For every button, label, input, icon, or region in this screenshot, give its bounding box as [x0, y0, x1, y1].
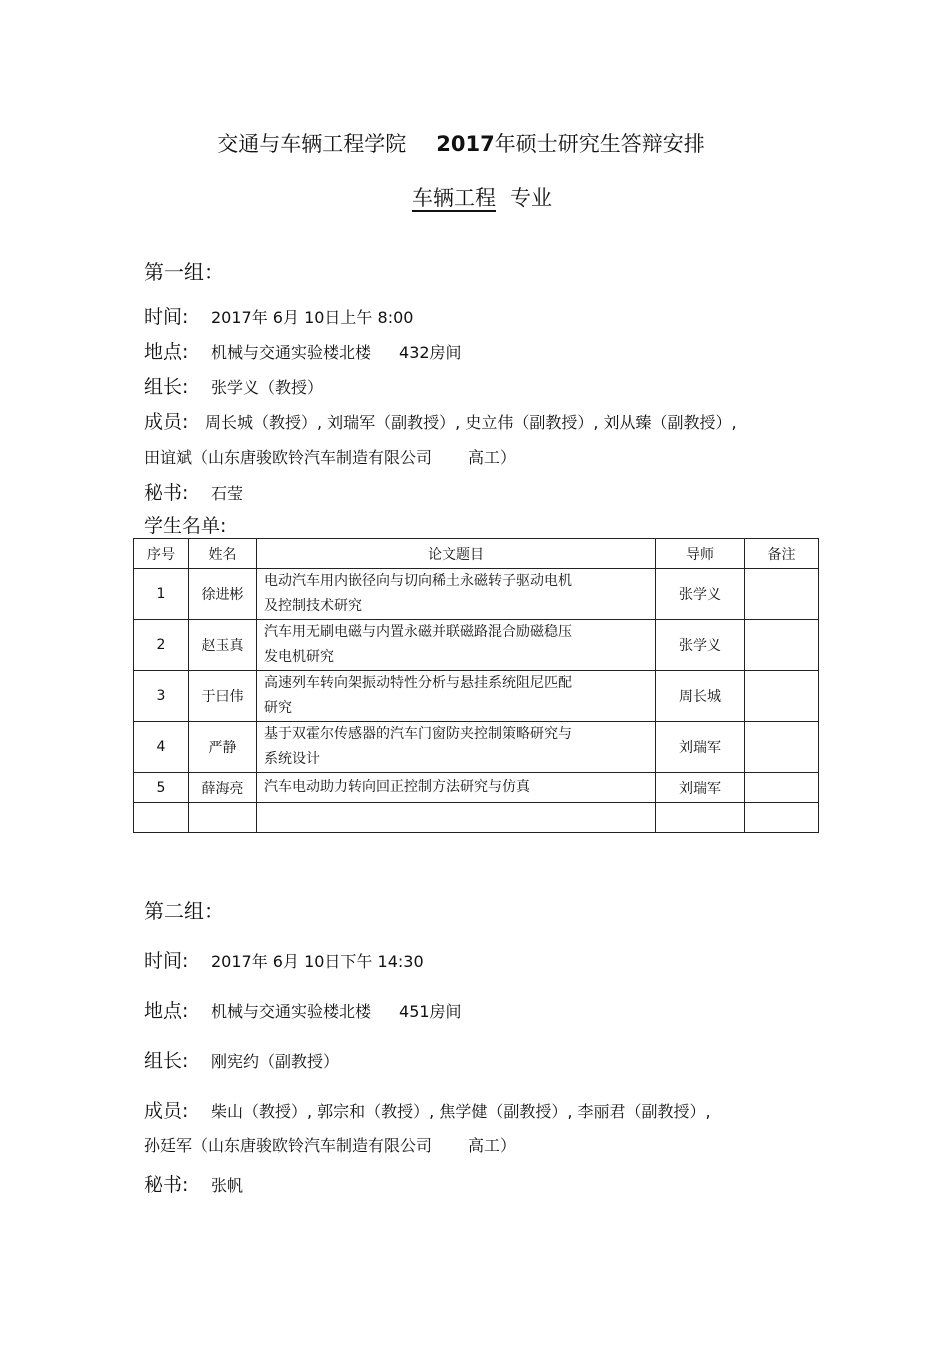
members-line1: 周长城（教授）, 刘瑞军（副教授）, 史立伟（副教授）, 刘从臻（副教授）,: [205, 413, 737, 432]
place-label: 地点:: [144, 341, 189, 363]
cell-note: [745, 620, 819, 671]
cell-note: [745, 773, 819, 803]
title-rest: 年硕士研究生答辩安排: [494, 132, 705, 156]
group2-secretary: [144, 1170, 243, 1197]
table-row: [134, 620, 819, 671]
topic-line1: 电动汽车用内嵌径向与切向稀土永磁转子驱动电机: [264, 573, 572, 589]
cell-topic: 汽车电动助力转向回正控制方法研究与仿真: [257, 773, 656, 803]
time-label: 时间:: [144, 950, 189, 972]
room-value: 432房间: [399, 343, 462, 362]
topic-line2: 系统设计: [264, 751, 320, 767]
members-line1: 柴山（教授）, 郭宗和（教授）, 焦学健（副教授）, 李丽君（副教授）,: [211, 1102, 711, 1121]
group2-members-cont: [144, 1133, 516, 1156]
topic-line2: 研究: [264, 700, 292, 716]
place-value: 机械与交通实验楼北楼: [211, 343, 372, 362]
cell-note: [745, 569, 819, 620]
page-title: [0, 128, 922, 158]
page-subtitle: [0, 182, 950, 212]
table-row: [134, 773, 819, 803]
topic-line1: 高速列车转向架振动特性分析与悬挂系统阻尼匹配: [264, 675, 572, 691]
leader-value: 刚宪约（副教授）: [211, 1052, 340, 1071]
table-row: [134, 671, 819, 722]
topic-line1: 基于双霍尔传感器的汽车门窗防夹控制策略研究与: [264, 726, 572, 742]
group1-members: [144, 407, 737, 434]
cell-name: 赵玉真: [189, 620, 257, 671]
cell-name: 徐进彬: [189, 569, 257, 620]
cell-advisor: 张学义: [656, 569, 745, 620]
header-advisor: 导师: [656, 539, 745, 569]
room-value: 451房间: [399, 1002, 462, 1021]
cell-note: [745, 722, 819, 773]
place-label: 地点:: [144, 1000, 189, 1022]
header-no: 序号: [134, 539, 189, 569]
group1-members-cont: [144, 445, 516, 468]
group2-place: [144, 996, 462, 1023]
group2-members: [144, 1096, 711, 1123]
cell-name: 严静: [189, 722, 257, 773]
time-label: 时间:: [144, 306, 189, 328]
header-note: 备注: [745, 539, 819, 569]
secretary-label: 秘书:: [144, 482, 189, 504]
members-label: 成员:: [144, 411, 189, 433]
leader-label: 组长:: [144, 376, 189, 398]
table-row: [134, 569, 819, 620]
secretary-value: 张帆: [211, 1176, 244, 1195]
cell-no: 3: [134, 671, 189, 722]
members-label: 成员:: [144, 1100, 189, 1122]
title-college: 交通与车辆工程学院: [217, 132, 407, 156]
student-table: [133, 538, 819, 833]
members-line2a: 田谊斌（山东唐骏欧铃汽车制造有限公司: [144, 448, 433, 467]
major-suffix: 专业: [510, 186, 552, 210]
group2-time: [144, 946, 424, 973]
students-label: 学生名单:: [144, 515, 227, 537]
place-value: 机械与交通实验楼北楼: [211, 1002, 372, 1021]
cell-no: 4: [134, 722, 189, 773]
time-value: 2017年 6月 10日上午 8:00: [211, 308, 414, 327]
cell-topic: [257, 620, 656, 671]
cell-topic: [257, 671, 656, 722]
cell-advisor: 刘瑞军: [656, 722, 745, 773]
cell-no: 5: [134, 773, 189, 803]
group1-time: [144, 302, 413, 329]
topic-line2: 及控制技术研究: [264, 598, 362, 614]
topic-line2: 发电机研究: [264, 649, 334, 665]
table-row: [134, 722, 819, 773]
members-line2a: 孙廷军（山东唐骏欧铃汽车制造有限公司: [144, 1136, 433, 1155]
group1-leader: [144, 372, 323, 399]
cell-advisor: 刘瑞军: [656, 773, 745, 803]
leader-label: 组长:: [144, 1050, 189, 1072]
cell-no: 2: [134, 620, 189, 671]
time-value: 2017年 6月 10日下午 14:30: [211, 952, 424, 971]
members-line2b: 高工）: [468, 1136, 517, 1155]
secretary-label: 秘书:: [144, 1174, 189, 1196]
group2-heading: 第二组：: [144, 899, 224, 923]
major-name: 车辆工程: [412, 186, 496, 210]
cell-name: 于曰伟: [189, 671, 257, 722]
members-line2b: 高工）: [468, 448, 517, 467]
topic-line1: 汽车用无刷电磁与内置永磁并联磁路混合励磁稳压: [264, 624, 572, 640]
title-year: 2017: [436, 132, 495, 156]
group1-heading: 第一组：: [144, 260, 224, 284]
leader-value: 张学义（教授）: [211, 378, 324, 397]
group1-secretary: [144, 478, 243, 505]
group1-place: [144, 337, 462, 364]
cell-topic: [257, 569, 656, 620]
cell-advisor: 张学义: [656, 620, 745, 671]
table-row-empty: [134, 803, 819, 833]
secretary-value: 石莹: [211, 484, 244, 503]
cell-advisor: 周长城: [656, 671, 745, 722]
cell-topic: [257, 722, 656, 773]
cell-no: 1: [134, 569, 189, 620]
header-name: 姓名: [189, 539, 257, 569]
cell-name: 薛海亮: [189, 773, 257, 803]
table-header-row: [134, 539, 819, 569]
header-topic: 论文题目: [257, 539, 656, 569]
cell-note: [745, 671, 819, 722]
group2-leader: [144, 1046, 339, 1073]
